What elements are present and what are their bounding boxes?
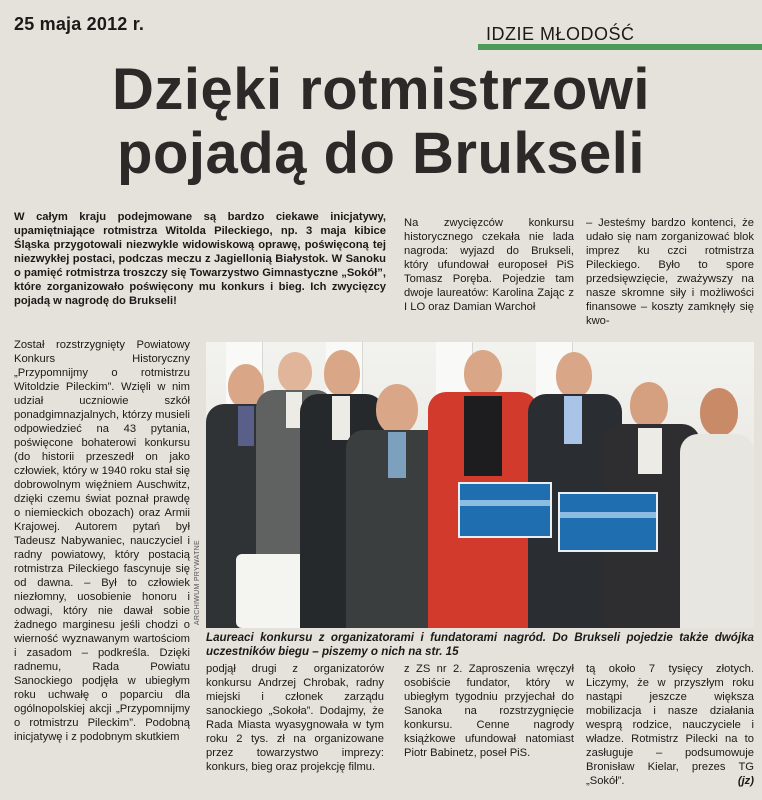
photo-credit: ARCHIWUM PRYWATNE: [194, 540, 201, 626]
article-headline: [0, 58, 762, 186]
group-photo: [206, 342, 754, 628]
photo-diploma: [458, 482, 552, 538]
photo-diploma: [558, 492, 658, 552]
photo-caption: Laureaci konkursu z organizatorami i fundatorami nagród. Do Brukseli pojedzie także dwójka uczestników biegu – piszemy o nich na str. 15: [206, 631, 754, 658]
issue-date: 25 maja 2012 r.: [14, 14, 145, 34]
closing-paragraph: tą około 7 tysięcy złotych. Liczymy, że w przyszłym roku nastąpi jeszcze większa mobilizacja i nasze działania wesprą rodzice, nauczyciele i władze. Rotmistrz Pilecki na to zasługuje – podsumowuje Bronisław Kielar, prezes TG „Sokół”.: [586, 663, 754, 787]
section-label: IDZIE MŁODOŚĆ: [486, 24, 635, 44]
text-column-top-middle: Na zwycięzców konkursu historycznego czekała nie lada nagroda: wyjazd do Brukseli, który ufundował europoseł PiS Tomasz Poręba. Pojedzie tam dwoje laureatów: Karolina Zając z I LO oraz Damian Warchoł: [404, 217, 574, 313]
article-lead: W całym kraju podejmowane są bardzo ciekawe inicjatywy, upamiętniające rotmistrza Witolda Pileckiego, np. 3 maja kibice Śląska przygotowali niezwykle widowiskową oprawę, poświęconą tej niezwykłej postaci, podczas meczu z Jagiellonią Białystok. W Sanoku o pamięć rotmistrza troszczy się Towarzystwo Gimnastyczne „Sokół”, które zorganizowało poświęcony mu konkurs i bieg. Ich zwycięzcy pojadą w nagrodę do Brukseli!: [14, 211, 386, 307]
text-column-left: Został rozstrzygnięty Powiatowy Konkurs Historyczny „Przypomnijmy o rotmistrzu Witoldzie Pileckim”. Wzięli w nim udział uczniowie szkół ponadgimnazjalnych, którzy musieli odpowiedzieć na 43 pytania, poświęcone bohaterowi konkursu (do historii przeszedł on jako człowiek, który w 1940 roku stał się dobrowolnym więźniem Auschwitz, dzięki czemu świat poznał prawdę o niemieckich obozach) oraz Armii Krajowej. Autorem pytań był Tadeusz Nabywaniec, nauczyciel i radny powiatowy, który postacią rotmistrza Pileckiego fascynuje się od dawna. – Był to człowiek niezłomny, uosobienie honoru i odwagi, który nie dawał sobie żadnego marginesu jeśli chodzi o wierność wyznawanym wartościom i zasadom – podkreśla. Dzięki radnemu, Rada Powiatu Sanockiego podjęła w ubiegłym roku uchwałę o poparciu dla ogólnopolskiej akcji „Przypomnijmy o rotmistrzu Pileckim”. Podobną inicjatywę i z podobnym skutkiem: [14, 339, 190, 743]
photo-person: [676, 388, 754, 628]
headline-line-1: Dzięki rotmistrzowi: [111, 57, 651, 122]
author-signature: (jz): [737, 775, 754, 787]
section-rule: [478, 44, 762, 50]
text-column-bottom-3: [586, 662, 754, 788]
headline-line-2: pojadą do Brukseli: [117, 121, 645, 186]
text-column-bottom-2: z ZS nr 2. Zaproszenia wręczył osobiście fundator, który w ubiegłym tygodniu przyjechał do Sanoka na rozstrzygnięcie konkursu. Cenne nagrody książkowe ufundował natomiast Piotr Babinetz, poseł PiS.: [404, 663, 574, 759]
text-column-bottom-1: podjął drugi z organizatorów konkursu Andrzej Chrobak, radny miejski i członek zarządu sanockiego „Sokoła”. Dodajmy, że Rada Miasta wyasygnowała w tym roku 2 tys. zł na organizowane przez towarzystwo imprezy: konkurs, bieg oraz projekcję filmu.: [206, 663, 384, 773]
text-column-top-right: – Jesteśmy bardzo kontenci, że udało się nam zorganizować blok imprez ku czci rotmistrza Pileckiego. Było to spore przedsięwzięcie, zważywszy na nasze skromne siły i możliwości finansowe – koszty zamknęły się kwo-: [586, 217, 754, 327]
